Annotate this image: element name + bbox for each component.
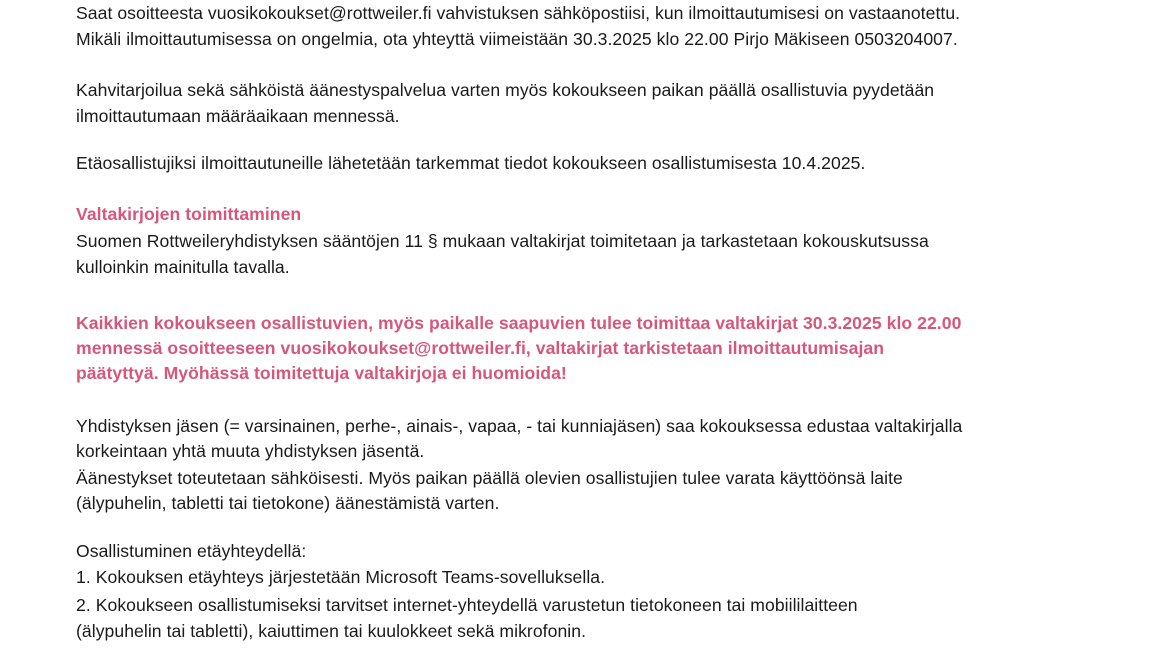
members-line-1: Yhdistyksen jäsen (= varsinainen, perhe-, ainais-, vapaa, - tai kunniajäsen) saa kokouksessa edustaa valtakirjalla [76,416,963,436]
remote-item-2-line-1: 2. Kokoukseen osallistumiseksi tarvitset internet-yhteydellä varustetun tietokoneen tai mobiililaitteen [76,595,858,615]
confirmation-line-1: Saat osoitteesta vuosikokoukset@rottweiler.fi vahvistuksen sähköpostiisi, kun ilmoittautumisesi on vastaanotettu. [76,3,961,23]
confirmation-line-2: Mikäli ilmoittautumisessa on ongelmia, ota yhteyttä viimeistään 30.3.2025 klo 22.00 Pirjo Mäkiseen 0503204007. [76,29,958,49]
notice-line-3: päätyttyä. Myöhässä toimitettuja valtakirjoja ei huomioida! [76,363,567,383]
proxies-line-1: Suomen Rottweileryhdistyksen sääntöjen 11 § mukaan valtakirjat toimitetaan ja tarkastetaan kokouskutsussa [76,231,929,251]
remote-item-1: 1. Kokouksen etäyhteys järjestetään Microsoft Teams-sovelluksella. [76,567,606,587]
members-line-4: (älypuhelin, tabletti tai tietokone) äänestämistä varten. [76,493,500,513]
remote-item-2-line-2: (älypuhelin tai tabletti), kaiuttimen tai kuulokkeet sekä mikrofonin. [76,621,587,641]
coffee-line-1: Kahvitarjoilua sekä sähköistä äänestyspalvelua varten myös kokoukseen paikan päällä osallistuvia pyydetään [76,80,935,100]
remote-info-line: Etäosallistujiksi ilmoittautuneille lähetetään tarkemmat tiedot kokoukseen osallistumisesta 10.4.2025. [76,153,866,173]
notice-line-1: Kaikkien kokoukseen osallistuvien, myös paikalle saapuvien tulee toimittaa valtakirjat 30.3.2025 klo 22.00 [76,313,962,333]
notice-line-2: mennessä osoitteeseen vuosikokoukset@rottweiler.fi, valtakirjat tarkistetaan ilmoittautumisajan [76,338,885,358]
coffee-line-2: ilmoittautumaan määräaikaan mennessä. [76,106,400,126]
proxies-line-2: kulloinkin mainitulla tavalla. [76,257,290,277]
remote-participation-intro: Osallistuminen etäyhteydellä: [76,541,307,561]
members-line-3: Äänestykset toteutetaan sähköisesti. Myös paikan päällä olevien osallistujien tulee varata käyttöönsä laite [76,468,903,488]
members-line-2: korkeintaan yhtä muuta yhdistyksen jäsentä. [76,441,425,461]
section-heading-proxies: Valtakirjojen toimittaminen [76,204,302,224]
